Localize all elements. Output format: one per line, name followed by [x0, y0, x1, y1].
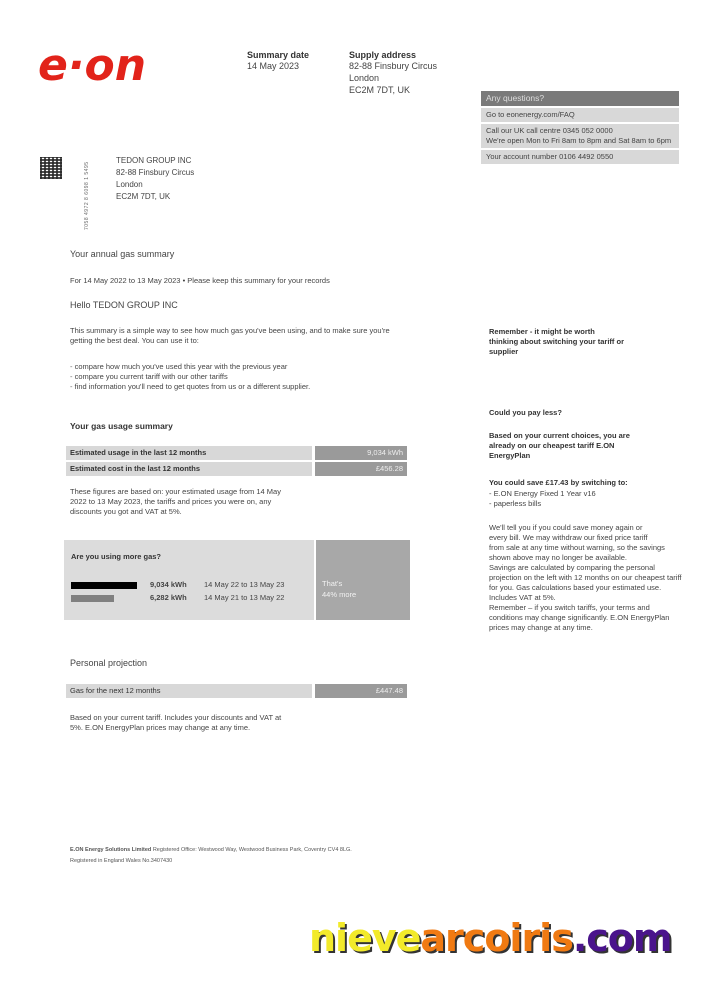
intro-bullet: - compare you current tariff with our other tariffs — [70, 372, 400, 382]
watermark-part3: .com — [572, 916, 672, 960]
watermark-part2: arcoiris — [420, 916, 573, 960]
supply-address-label: Supply address — [349, 50, 417, 60]
previous-year-usage: 6,282 kWh — [150, 593, 187, 602]
recipient-address-line: 82-88 Finsbury Circus — [116, 168, 195, 177]
comparison-result — [316, 540, 410, 620]
estimated-cost-value: £456.28 — [315, 462, 407, 476]
previous-year-bar — [71, 595, 114, 602]
intro-bullets — [70, 362, 400, 392]
supply-address-line: 82-88 Finsbury Circus — [349, 61, 438, 71]
account-number: Your account number 0106 4492 0550 — [481, 150, 679, 164]
current-year-bar — [71, 582, 137, 589]
supply-address-line: London — [349, 73, 380, 83]
summary-date-value: 14 May 2023 — [247, 61, 300, 71]
faq-link[interactable]: Go to eonenergy.com/FAQ — [481, 108, 679, 122]
call-centre-info — [481, 124, 679, 148]
fine-print-line: We'll tell you if you could save money again or — [489, 523, 643, 532]
recipient-name: TEDON GROUP INC — [116, 156, 192, 165]
estimated-usage-value: 9,034 kWh — [315, 446, 407, 460]
opening-hours: We're open Mon to Fri 8am to 8pm and Sat 8am to 6pm — [486, 136, 672, 145]
save-title: You could save £17.43 by switching to: — [489, 478, 628, 487]
questions-title: Any questions? — [481, 91, 679, 106]
usage-note: These figures are based on: your estimated usage from 14 May 2022 to 13 May 2023, the tariffs and prices you were on, any discounts you got and VAT at 5%. — [70, 487, 281, 516]
fine-print-line: every bill. We may withdraw our fixed price tariff — [489, 533, 648, 542]
fine-print-line: projection on the left with 12 months on our cheapest tariff for you. Gas calculations based your estimated use. Includes VAT at 5%. — [489, 573, 682, 602]
projection-note: Based on your current tariff. Includes your discounts and VAT at 5%. E.ON EnergyPlan prices may change at any time. — [70, 713, 282, 732]
usage-comparison-box — [64, 540, 410, 620]
estimated-cost-row — [66, 462, 407, 476]
estimated-usage-label: Estimated usage in the last 12 months — [66, 446, 312, 460]
recipient-address — [116, 155, 194, 203]
greeting: Hello TEDON GROUP INC — [70, 300, 178, 310]
watermark-part1: nieve — [309, 916, 421, 960]
summary-date-label: Summary date — [247, 50, 310, 60]
comparison-panel — [64, 540, 314, 620]
summary-date-block — [247, 50, 309, 72]
fine-print-line: Remember – if you switch tariffs, your terms and — [489, 603, 650, 612]
summary-period: For 14 May 2022 to 13 May 2023 • Please keep this summary for your records — [70, 276, 330, 285]
save-item: - paperless bills — [489, 499, 542, 508]
previous-year-period: 14 May 21 to 13 May 22 — [204, 593, 285, 602]
intro-bullet: - compare how much you've used this year with the previous year — [70, 362, 400, 372]
footer-registration: Registered in England Wales No.3407430 — [70, 858, 173, 864]
projection-title: Personal projection — [70, 658, 148, 668]
recipient-address-line: London — [116, 180, 143, 189]
intro-bullet: - find information you'll need to get quotes from us or a different supplier. — [70, 382, 400, 392]
switch-reminder: Remember - it might be worth thinking about switching your tariff or supplier — [489, 327, 624, 356]
pay-less-title: Could you pay less? — [489, 408, 562, 417]
vertical-reference-code: 7058 4972 8 6098 1 5495 — [84, 161, 90, 230]
intro-body: This summary is a simple way to see how much gas you've been using, and to make sure you're getting the best deal. You can use it to: — [70, 326, 390, 345]
current-choices: Based on your current choices, you are already on our cheapest tariff E.ON EnergyPlan — [489, 431, 630, 460]
recipient-address-line: EC2M 7DT, UK — [116, 192, 171, 201]
call-centre-number: Call our UK call centre 0345 052 0000 — [486, 126, 613, 135]
comparison-result-line1: That's — [322, 579, 343, 588]
supply-address-block — [349, 50, 437, 96]
projection-value: £447.48 — [315, 684, 407, 698]
current-year-period: 14 May 22 to 13 May 23 — [204, 580, 285, 589]
estimated-usage-row — [66, 446, 407, 460]
current-year-usage: 9,034 kWh — [150, 580, 187, 589]
eon-logo-text: e·on — [38, 40, 147, 90]
comparison-title: Are you using more gas? — [71, 552, 162, 561]
questions-box — [481, 91, 679, 164]
watermark — [309, 916, 672, 960]
supply-address-line: EC2M 7DT, UK — [349, 85, 411, 95]
qr-code-icon — [40, 157, 62, 179]
footer-registered-office: Registered Office: Westwood Way, Westwood Business Park, Coventry CV4 8LG. — [152, 847, 352, 853]
save-items — [489, 489, 684, 509]
projection-row — [66, 684, 407, 698]
projection-label: Gas for the next 12 months — [66, 684, 312, 698]
fine-print-line: Savings are calculated by comparing the personal — [489, 563, 655, 572]
annual-summary-title: Your annual gas summary — [70, 249, 175, 259]
footer-company: E.ON Energy Solutions Limited — [70, 847, 152, 853]
fine-print — [489, 523, 684, 633]
eon-logo — [38, 40, 188, 90]
fine-print-line: from sale at any time without warning, so the savings shown above may no longer be available. — [489, 543, 665, 562]
estimated-cost-label: Estimated cost in the last 12 months — [66, 462, 312, 476]
save-item: - E.ON Energy Fixed 1 Year v16 — [489, 489, 596, 498]
comparison-result-line2: 44% more — [322, 590, 357, 599]
legal-footer — [70, 845, 490, 867]
usage-summary-title: Your gas usage summary — [70, 421, 173, 431]
fine-print-line: conditions may change significantly. E.ON EnergyPlan prices may change at any time. — [489, 613, 670, 632]
